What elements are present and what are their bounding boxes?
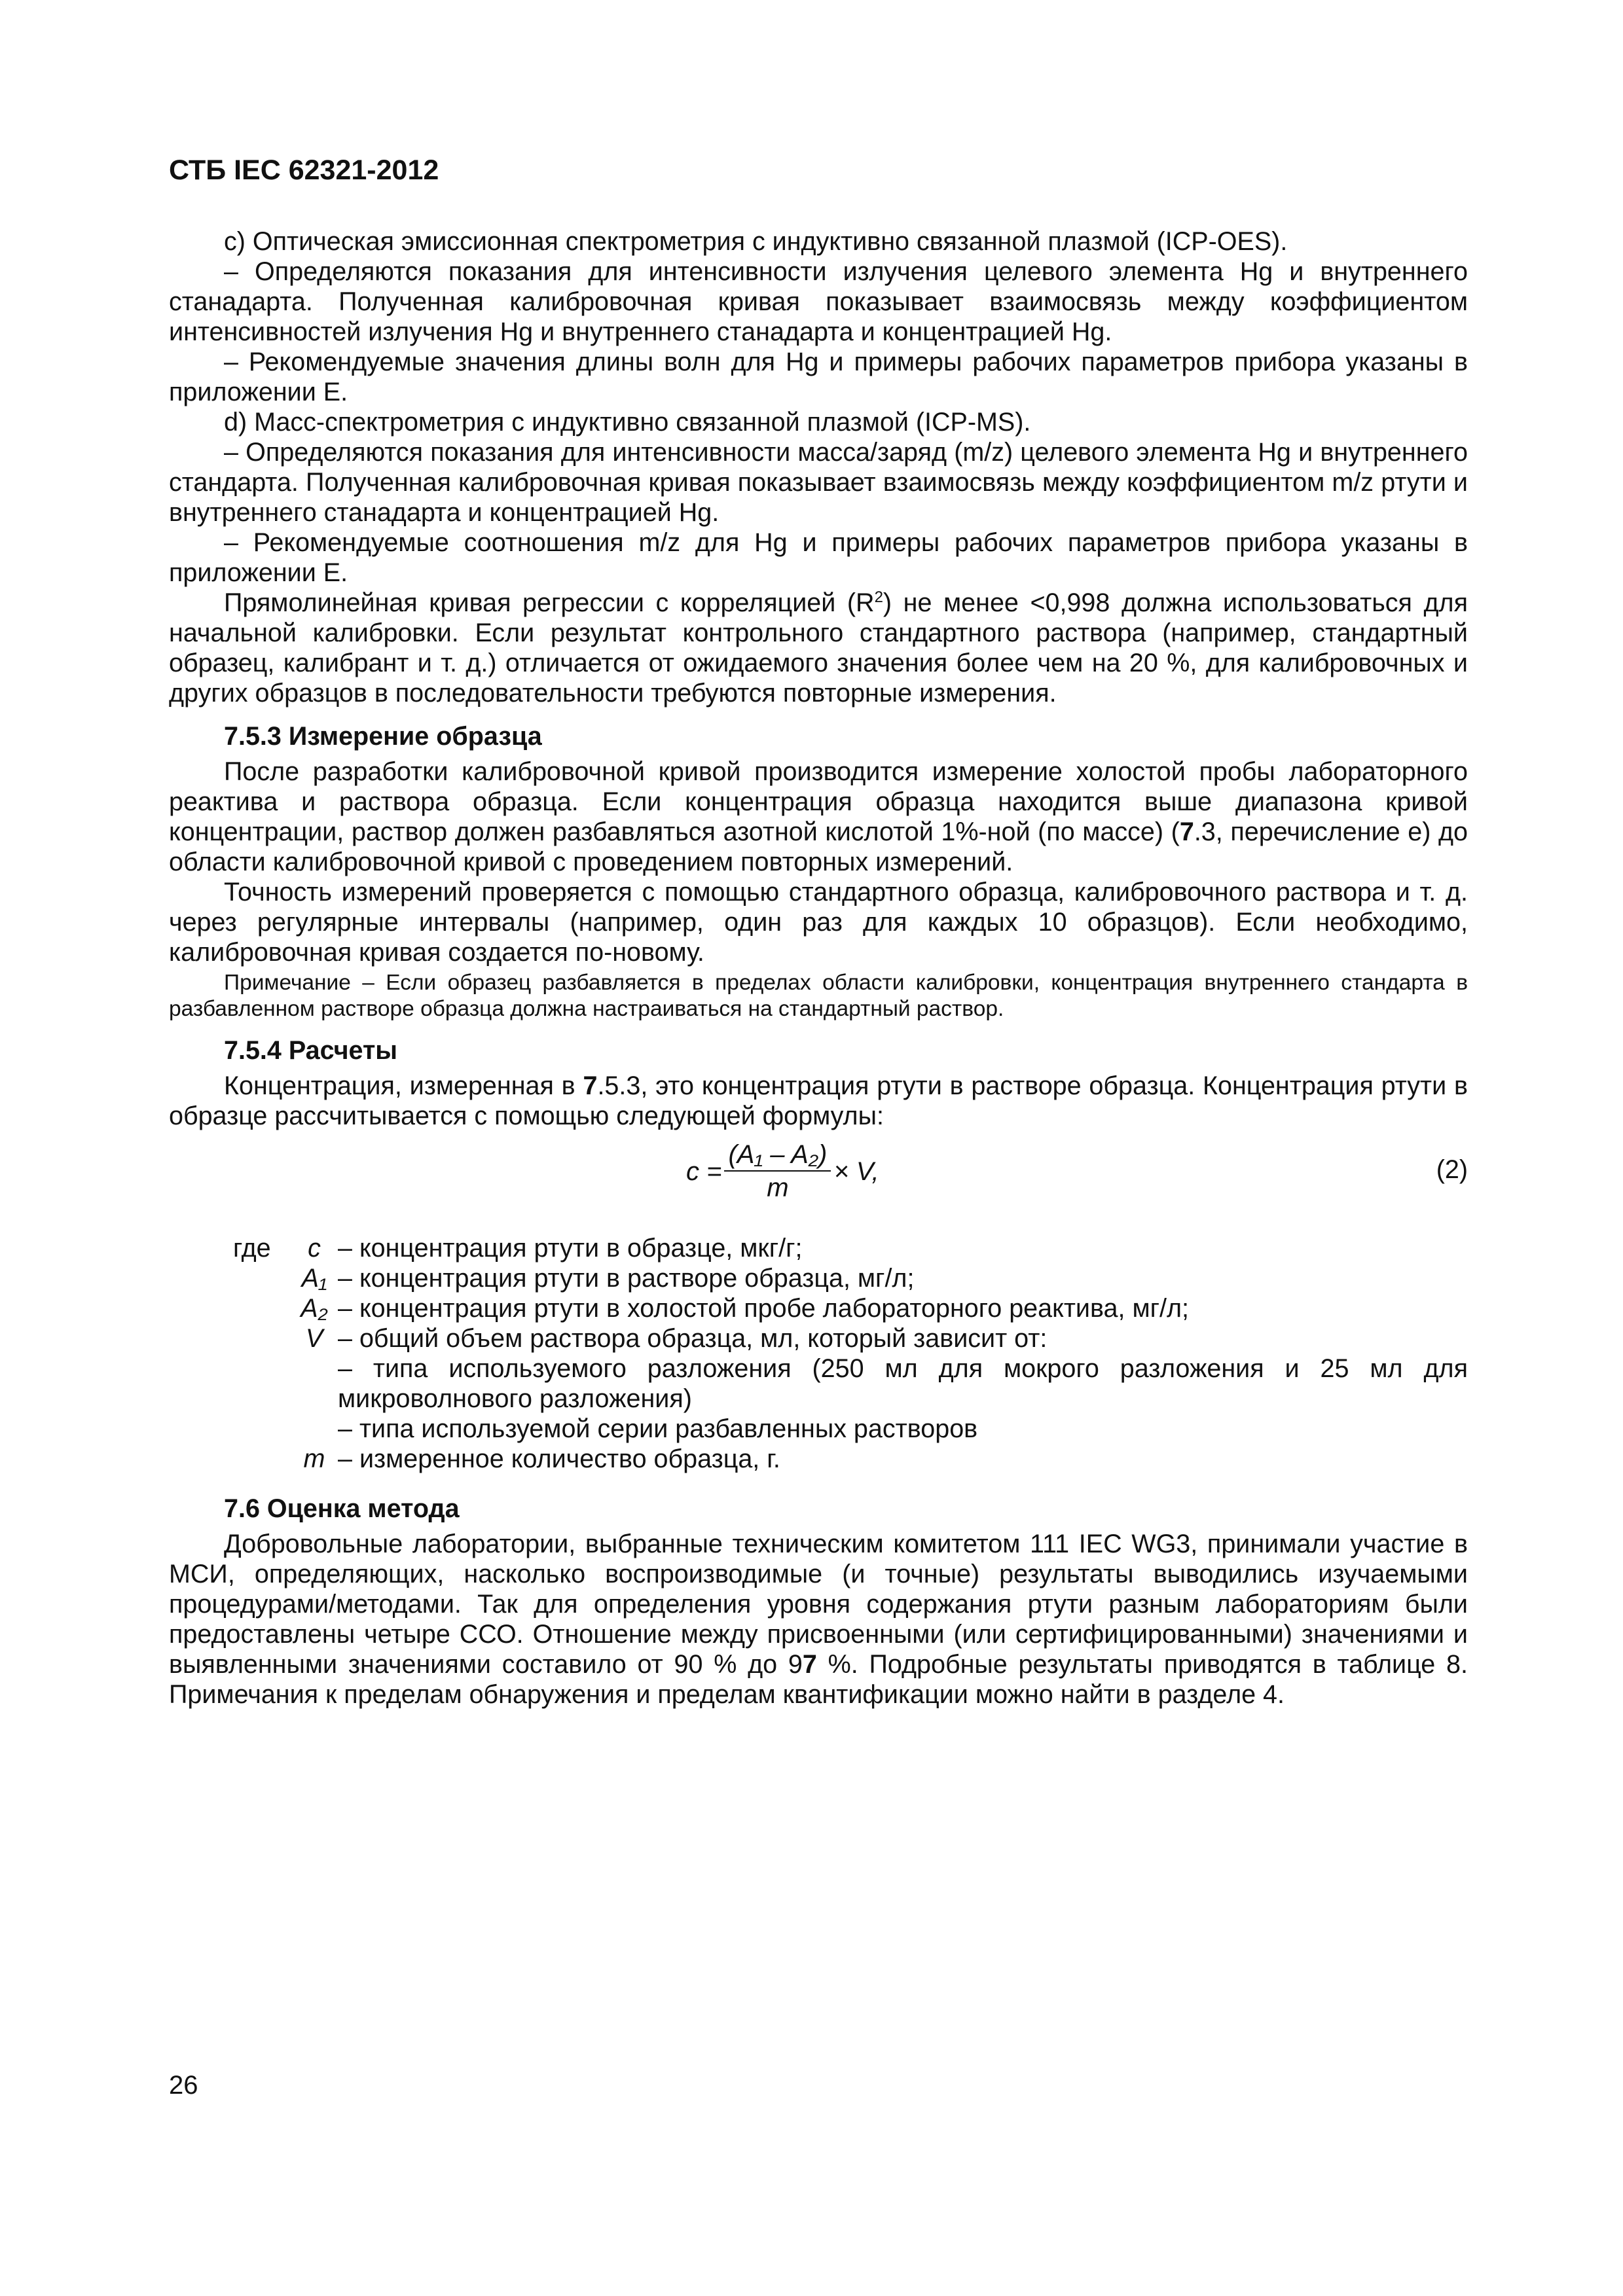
sub-item: – типа используемого разложения (250 мл для мокрого разложения и 25 мл для микроволнового разложения) bbox=[338, 1354, 1468, 1413]
variable-symbol: A₂ bbox=[301, 1294, 328, 1323]
where-label: где bbox=[233, 1234, 271, 1263]
variable-symbol: c bbox=[308, 1234, 321, 1263]
formula-rhs: × V, bbox=[833, 1157, 879, 1186]
paragraph: – Рекомендуемые соотношения m/z для Hg и примеры рабочих параметров прибора указаны в приложении E. bbox=[169, 528, 1468, 587]
note: Примечание – Если образец разбавляется в пределах области калибровки, концентрация внутреннего стандарта в разбавленном растворе образца должна настраиваться на стандартный раствор. bbox=[169, 971, 1468, 1021]
variable-definitions bbox=[169, 1233, 1468, 1474]
main-content bbox=[169, 226, 1468, 1710]
variable-definition: – концентрация ртути в холостой пробе лабораторного реактива, мг/л; bbox=[338, 1294, 1190, 1323]
formula-lhs: c = bbox=[686, 1157, 722, 1186]
where-row bbox=[169, 1263, 1468, 1293]
paragraph: c) Оптическая эмиссионная спектрометрия с индуктивно связанной плазмой (ICP-OES). bbox=[224, 227, 1288, 256]
variable-symbol: V bbox=[305, 1324, 323, 1353]
section-heading-7-6: 7.6 Оценка метода bbox=[224, 1494, 460, 1523]
paragraph: d) Масс-спектрометрия с индуктивно связанной плазмой (ICP-MS). bbox=[224, 408, 1031, 437]
variable-symbol: A₁ bbox=[301, 1264, 327, 1293]
sub-item: – типа используемой серии разбавленных растворов bbox=[338, 1414, 978, 1443]
where-row bbox=[169, 1444, 1468, 1474]
paragraph: – Рекомендуемые значения длины волн для Hg и примеры рабочих параметров прибора указаны в приложении E. bbox=[169, 348, 1468, 406]
section-heading-7-5-3: 7.5.3 Измерение образца bbox=[224, 722, 542, 751]
formula-expression bbox=[686, 1135, 879, 1208]
where-row bbox=[169, 1293, 1468, 1323]
formula-numerator: (A₁ – A₂) bbox=[724, 1139, 831, 1172]
formula-2 bbox=[169, 1135, 1468, 1208]
paragraph: После разработки калибровочной кривой производится измерение холостой пробы лабораторного реактива и раствора образца. Если концентрация образца находится выше диапазона кривой концентрации, раствор должен разбавляться азотной кислотой 1%-ной (по массе) (7.3, перечисление e) до области калибровочной кривой с проведением повторных измерений. bbox=[169, 757, 1468, 876]
variable-definition: – общий объем раствора образца, мл, который зависит от: bbox=[338, 1324, 1048, 1353]
variable-definition: – концентрация ртути в растворе образца, мг/л; bbox=[338, 1264, 915, 1293]
section-heading-7-5-4: 7.5.4 Расчеты bbox=[224, 1036, 398, 1065]
paragraph: Точность измерений проверяется с помощью стандартного образца, калибровочного раствора и т. д. через регулярные интервалы (например, один раз для каждых 10 образцов). Если необходимо, калибровочная кривая создается по-новому. bbox=[169, 878, 1468, 967]
where-row bbox=[169, 1233, 1468, 1263]
where-row bbox=[169, 1323, 1468, 1354]
variable-symbol: m bbox=[303, 1444, 325, 1473]
formula-fraction bbox=[724, 1139, 831, 1204]
formula-denominator: m bbox=[767, 1174, 789, 1202]
standard-header: СТБ IEC 62321-2012 bbox=[169, 154, 439, 186]
variable-definition: – концентрация ртути в образце, мкг/г; bbox=[338, 1234, 803, 1263]
page-number: 26 bbox=[169, 2071, 198, 2100]
equation-number: (2) bbox=[1436, 1155, 1468, 1184]
paragraph: Концентрация, измеренная в 7.5.3, это концентрация ртути в растворе образца. Концентрация ртути в образце рассчитывается с помощью следующей формулы: bbox=[169, 1071, 1468, 1130]
paragraph-regression: Прямолинейная кривая регрессии с корреляцией $(R^2)$ не менее <0,998 должна использоваться для начальной калибровки. Если результат контрольного стандартного раствора (например, стандартный образец, калибрант и т. д.) отличается от ожидаемого значения более чем на 20 %, для калибровочных и других образцов в последовательности требуются повторные измерения. bbox=[169, 588, 1468, 708]
variable-definition: – измеренное количество образца, г. bbox=[338, 1444, 780, 1473]
paragraph: – Определяются показания для интенсивности масса/заряд (m/z) целевого элемента Hg и внутреннего стандарта. Полученная калибровочная кривая показывает взаимосвязь между коэффициентом m/z ртути и внутреннего станадарта и концентрацией Hg. bbox=[169, 438, 1468, 527]
paragraph: – Определяются показания для интенсивности излучения целевого элемента Hg и внутреннего станадарта. Полученная калибровочная кривая показывает взаимосвязь между коэффициентом интенсивностей излучения Hg и внутреннего станадарта и концентрацией Hg. bbox=[169, 257, 1468, 346]
paragraph: Добровольные лаборатории, выбранные техническим комитетом 111 IEC WG3, принимали участие в МСИ, определяющих, насколько воспроизводимые (и точные) результаты выводились изучаемыми процедурами/методами. Так для определения уровня содержания ртути разным лабораториям были предоставлены четыре ССО. Отношение между присвоенными (или сертифицированными) значениями и выявленными значениями составило от 90 % до 97 %. Подробные результаты приводятся в таблице 8. Примечания к пределам обнаружения и пределам квантификации можно найти в разделе 4. bbox=[169, 1530, 1468, 1709]
